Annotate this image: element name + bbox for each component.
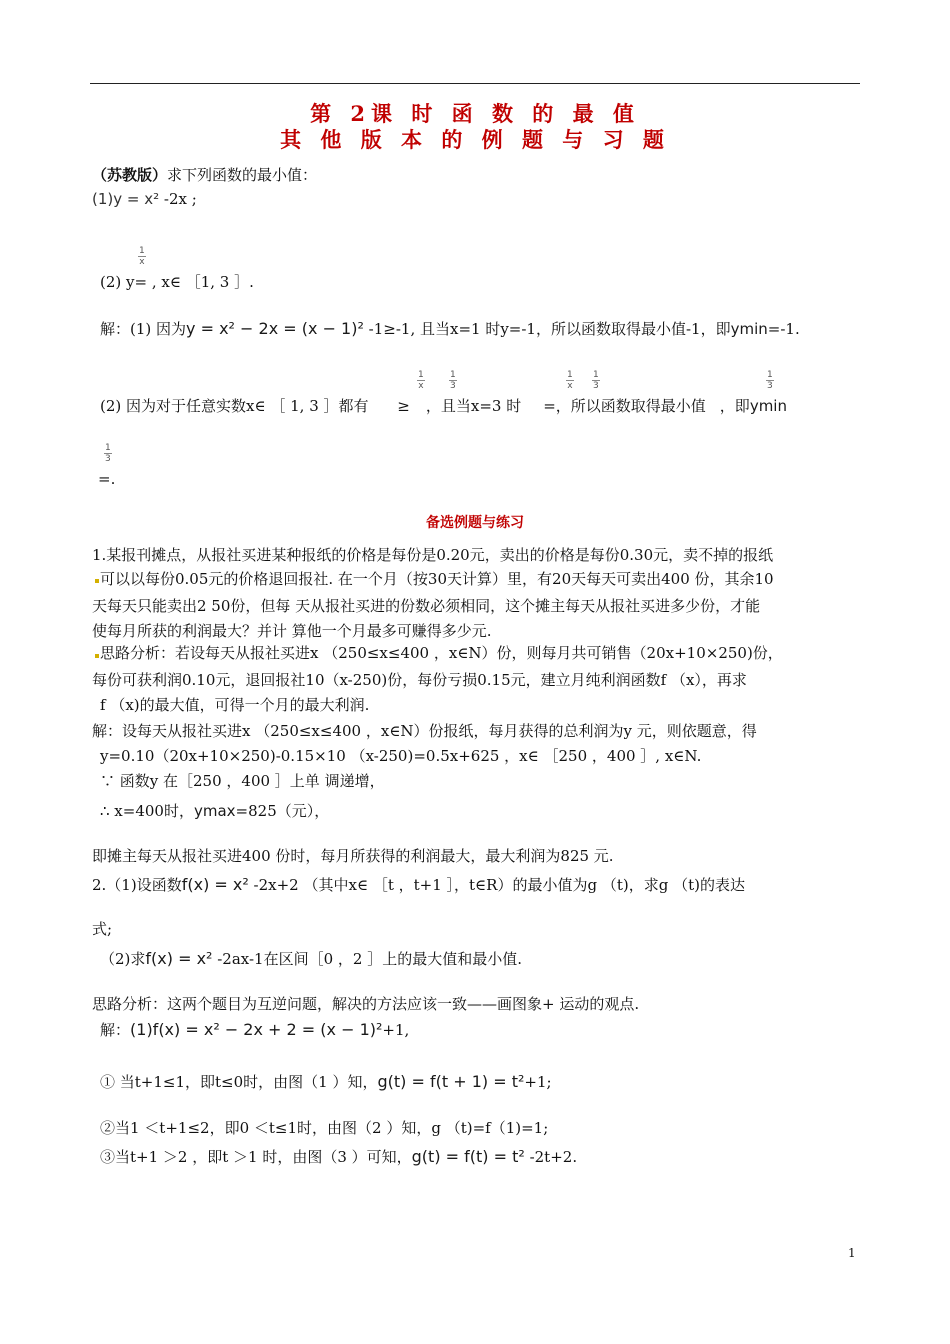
p1-line-3: 天每天只能卖出2 50份，但每 天从报社买进的份数必须相同，这个摊主每天从报社买进多少份，才能 [92, 597, 761, 615]
q1-formula: (1)y = x² [92, 190, 160, 208]
p1-l11-b: =825（元）， [235, 802, 330, 820]
sol2-frac-13-d [104, 443, 112, 464]
p1-line-12: 即摊主每天从报社买进400 份时，每月所获得的利润最大，最大利润为825 元. [92, 847, 614, 865]
p2-line-6 [100, 1071, 552, 1092]
sol2-e: ，所以函数取得最小值 [555, 397, 706, 415]
sol1-ymin: ymin [730, 320, 768, 338]
p2-l8-formula: g(t) = f(t) = t² [411, 1147, 525, 1166]
p2-line-3 [100, 948, 522, 969]
header-rule [90, 83, 860, 84]
p2-l3-a: （2)求 [100, 950, 146, 968]
p2-line-2: 式; [92, 920, 113, 938]
p1-l11-a: ∴ x=400时， [100, 802, 194, 820]
frac-num: 1 [593, 370, 599, 380]
intro-text: 求下列函数的最小值： [167, 166, 318, 184]
q2-frac-num: 1 [139, 246, 145, 256]
frac-num: 1 [767, 370, 773, 380]
sol2-d: = [543, 397, 556, 415]
p2-l8-b: -2t+2. [524, 1148, 578, 1166]
section-title: 备选例题与练习 [426, 515, 524, 531]
p2-line-8 [100, 1146, 577, 1167]
p2-l3-b: -2ax-1在区间［0 ，2 ］上的最大值和最小值. [212, 950, 522, 968]
frac-num: 1 [450, 370, 456, 380]
sol2-frac-13-b [592, 370, 600, 391]
p2-l5-a: 解： [100, 1021, 131, 1039]
p1-line-10: ∵ 函数y 在［250 ，400 ］上单 调递增， [100, 772, 385, 790]
sol1-formula: y = x² − 2x = (x − 1)² [186, 319, 364, 338]
p2-line-5 [100, 1019, 409, 1040]
p2-l3-formula: f(x) = x² [145, 949, 213, 968]
frac-den: 3 [767, 381, 773, 391]
p2-l6-a: ① 当t+1≤1，即t≤0时，由图（1 ）知， [100, 1073, 378, 1091]
p2-l1-formula: f(x) = x² [181, 875, 249, 894]
q1-rest: -2x ; [159, 190, 197, 208]
margin-mark [95, 579, 99, 583]
intro-line [92, 164, 317, 185]
p1-line-11 [100, 800, 329, 821]
sol2-c: ，且当x=3 时 [425, 397, 522, 415]
p2-l1-b: -2x+2 （其中x∈ ［t ，t+1 ］，t∈R）的最小值为g （t)，求g （t)的表达 [248, 876, 745, 894]
frac-den: x [567, 381, 573, 391]
p2-l8-a: ③当t+1 ＞2 ，即t ＞1 时，由图（3 ）可知， [100, 1148, 412, 1166]
sol1-a: 解：(1) 因为 [100, 320, 187, 338]
p2-l6-b: +1; [524, 1073, 552, 1091]
p2-l6-formula: g(t) = f(t + 1) = t² [377, 1072, 525, 1091]
sol2-end-eq: = [98, 470, 111, 488]
frac-num: 1 [418, 370, 424, 380]
sol2-frac-1x-b [566, 370, 574, 391]
p1-ymax: ymax [193, 802, 236, 820]
sol2-f: ，即 [719, 397, 750, 415]
solution-2 [100, 395, 787, 416]
title-line-2: 其 他 版 本 的 例 题 与 习 题 [280, 127, 670, 152]
sol2-frac-13-a [449, 370, 457, 391]
q2-fraction [138, 246, 146, 267]
solution-1 [100, 318, 800, 339]
question-2: (2) y= , x∈ ［1, 3 ］. [100, 273, 254, 291]
p1-line-7: f （x)的最大值，可得一个月的最大利润. [100, 696, 370, 714]
frac-den: 3 [450, 381, 456, 391]
sol1-c: =-1. [767, 320, 800, 338]
sol2-end [98, 470, 115, 488]
question-1 [92, 190, 197, 208]
sol2-ymin: ymin [749, 397, 787, 415]
p2-l5-b: +1, [382, 1021, 410, 1039]
frac-den: x [418, 381, 424, 391]
p2-l1-a: 2.（1)设函数 [92, 876, 182, 894]
p1-line-1: 1.某报刊摊点，从报社买进某种报纸的价格是每份是0.20元，卖出的价格是每份0.30元，卖不掉的报纸 [92, 546, 774, 564]
sol2-a: (2) 因为对于任意实数x∈ ［ 1, 3 ］都有 [100, 397, 369, 415]
sol2-end-dot: . [110, 470, 116, 488]
sol2-frac-13-c [766, 370, 774, 391]
sol2-frac-1x [417, 370, 425, 391]
p1-line-6: 每份可获利润0.10元，退回报社10（x-250)份，每份亏损0.15元，建立月纯利润函数f （x），再求 [92, 671, 747, 689]
p1-line-5: 思路分析：若设每天从报社买进x （250≤x≤400 ，x∈N）份，则每月共可销售（20x+10×250)份， [100, 644, 783, 662]
intro-label: （苏教版） [92, 166, 168, 184]
q2-frac-den: x [139, 257, 145, 267]
p2-line-4: 思路分析：这两个题目为互逆问题，解决的方法应该一致——画图象+ 运动的观点. [92, 995, 640, 1013]
frac-num: 1 [105, 443, 111, 453]
p2-line-7: ②当1 ＜t+1≤2，即0 ＜t≤1时，由图（2 ）知，g （t)=f（1)=1; [100, 1119, 549, 1137]
page-number: 1 [848, 1246, 856, 1260]
p2-l5-formula: (1)f(x) = x² − 2x + 2 = (x − 1)² [130, 1020, 383, 1039]
p1-line-8: 解：设每天从报社买进x （250≤x≤400 ，x∈N）份报纸，每月获得的总利润为y 元，则依题意，得 [92, 722, 757, 740]
sol1-b: -1≥-1, 且当x=1 时y=-1，所以函数取得最小值-1，即 [363, 320, 731, 338]
sol2-b: ≥ [392, 397, 410, 415]
p1-line-9: y=0.10（20x+10×250)-0.15×10 （x-250)=0.5x+625 ，x∈ ［250 ，400 ］, x∈N. [100, 747, 702, 765]
margin-mark [95, 654, 99, 658]
frac-den: 3 [593, 381, 599, 391]
frac-den: 3 [105, 454, 111, 464]
p1-line-4: 使每月所获的利润最大？并计 算他一个月最多可赚得多少元. [92, 622, 492, 640]
p2-line-1 [92, 874, 745, 895]
title-line-1: 第 2课 时 函 数 的 最 值 [310, 101, 640, 126]
frac-num: 1 [567, 370, 573, 380]
p1-line-2: 可以以每份0.05元的价格退回报社. 在一个月（按30天计算）里，有20天每天可卖出400 份，其余10 [100, 570, 774, 588]
